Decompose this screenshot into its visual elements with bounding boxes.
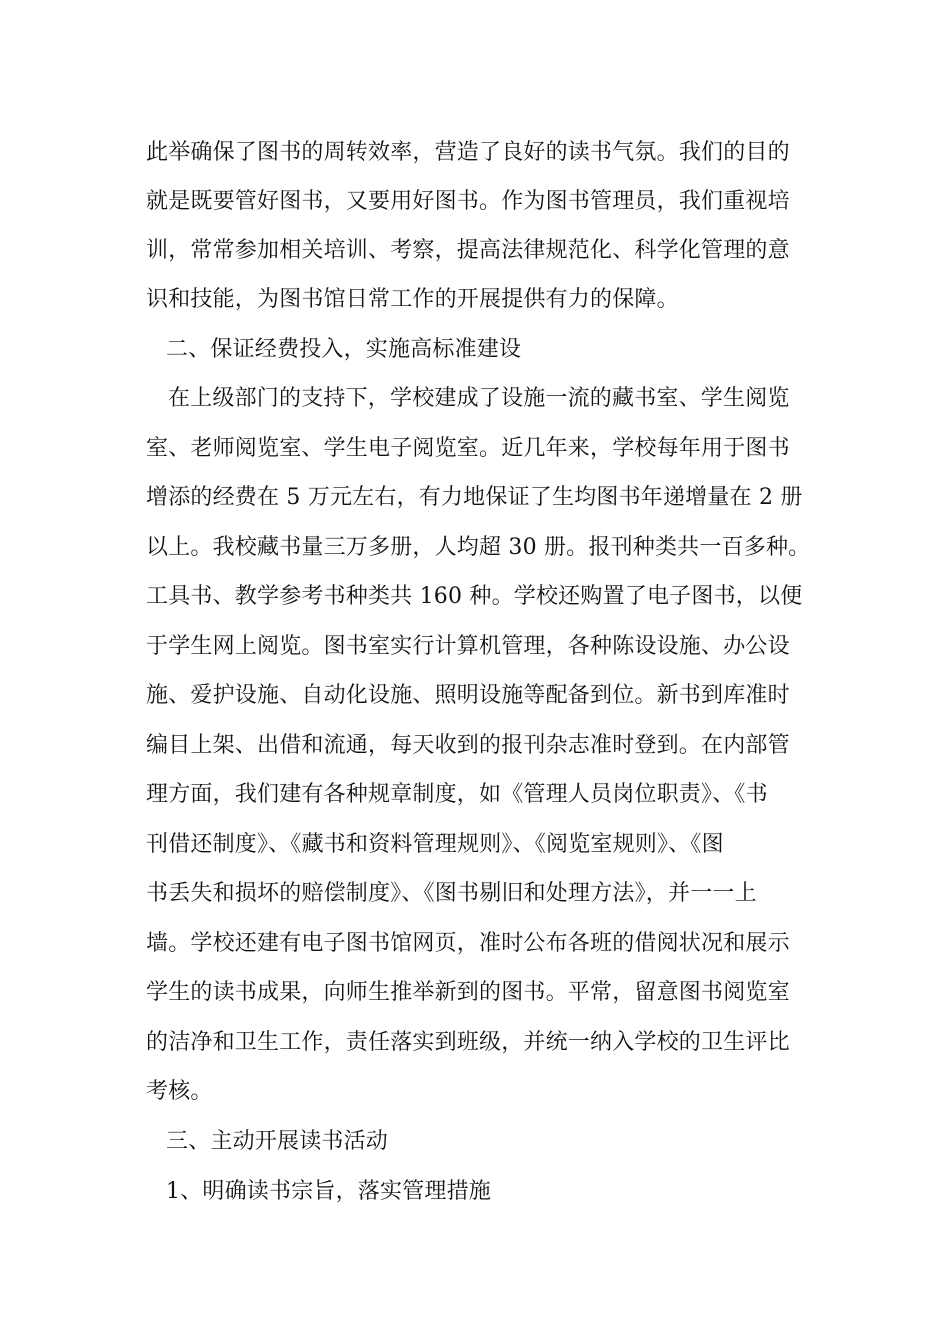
body-text-line: 训，常常参加相关培训、考察，提高法律规范化、科学化管理的意 — [146, 238, 790, 263]
body-text-line: 就是既要管好图书，又要用好图书。作为图书管理员，我们重视培 — [146, 189, 790, 214]
body-text-line: 的洁净和卫生工作，责任落实到班级，并统一纳入学校的卫生评比 — [146, 1030, 790, 1055]
body-text-line: 考核。 — [146, 1079, 213, 1104]
body-text-line: 于学生网上阅览。图书室实行计算机管理，各种陈设设施、办公设 — [146, 634, 790, 659]
body-text-line: 此举确保了图书的周转效率，营造了良好的读书气氛。我们的目的 — [146, 140, 790, 165]
body-text-line: 理方面，我们建有各种规章制度，如《管理人员岗位职责》、《书 — [146, 782, 768, 807]
body-text-line: 以上。我校藏书量三万多册，人均超 30 册。报刊种类共一百多种。 — [146, 535, 811, 560]
body-text-line: 工具书、教学参考书种类共 160 种。学校还购置了电子图书，以便 — [146, 584, 803, 609]
body-text-line: 在上级部门的支持下，学校建成了设施一流的藏书室、学生阅览 — [168, 386, 790, 411]
section-heading: 三、主动开展读书活动 — [166, 1129, 389, 1154]
section-heading: 二、保证经费投入，实施高标准建设 — [166, 337, 522, 362]
body-text-line: 墙。学校还建有电子图书馆网页，准时公布各班的借阅状况和展示 — [146, 931, 790, 956]
body-text-line: 书丢失和损坏的赔偿制度》、《图书剔旧和处理方法》，并一一上 — [146, 881, 757, 906]
subsection-heading: 1、明确读书宗旨，落实管理措施 — [166, 1179, 491, 1204]
body-text-line: 识和技能，为图书馆日常工作的开展提供有力的保障。 — [146, 287, 679, 312]
body-text-line: 增添的经费在 5 万元左右，有力地保证了生均图书年递增量在 2 册 — [146, 485, 803, 510]
body-text-line: 编目上架、出借和流通，每天收到的报刊杂志准时登到。在内部管 — [146, 733, 790, 758]
body-text-line: 施、爱护设施、自动化设施、照明设施等配备到位。新书到库准时 — [146, 683, 790, 708]
body-text-line: 学生的读书成果，向师生推举新到的图书。平常，留意图书阅览室 — [146, 980, 790, 1005]
body-text-line: 刊借还制度》、《藏书和资料管理规则》、《阅览室规则》、《图 — [146, 832, 724, 857]
body-text-line: 室、老师阅览室、学生电子阅览室。近几年来，学校每年用于图书 — [146, 436, 790, 461]
